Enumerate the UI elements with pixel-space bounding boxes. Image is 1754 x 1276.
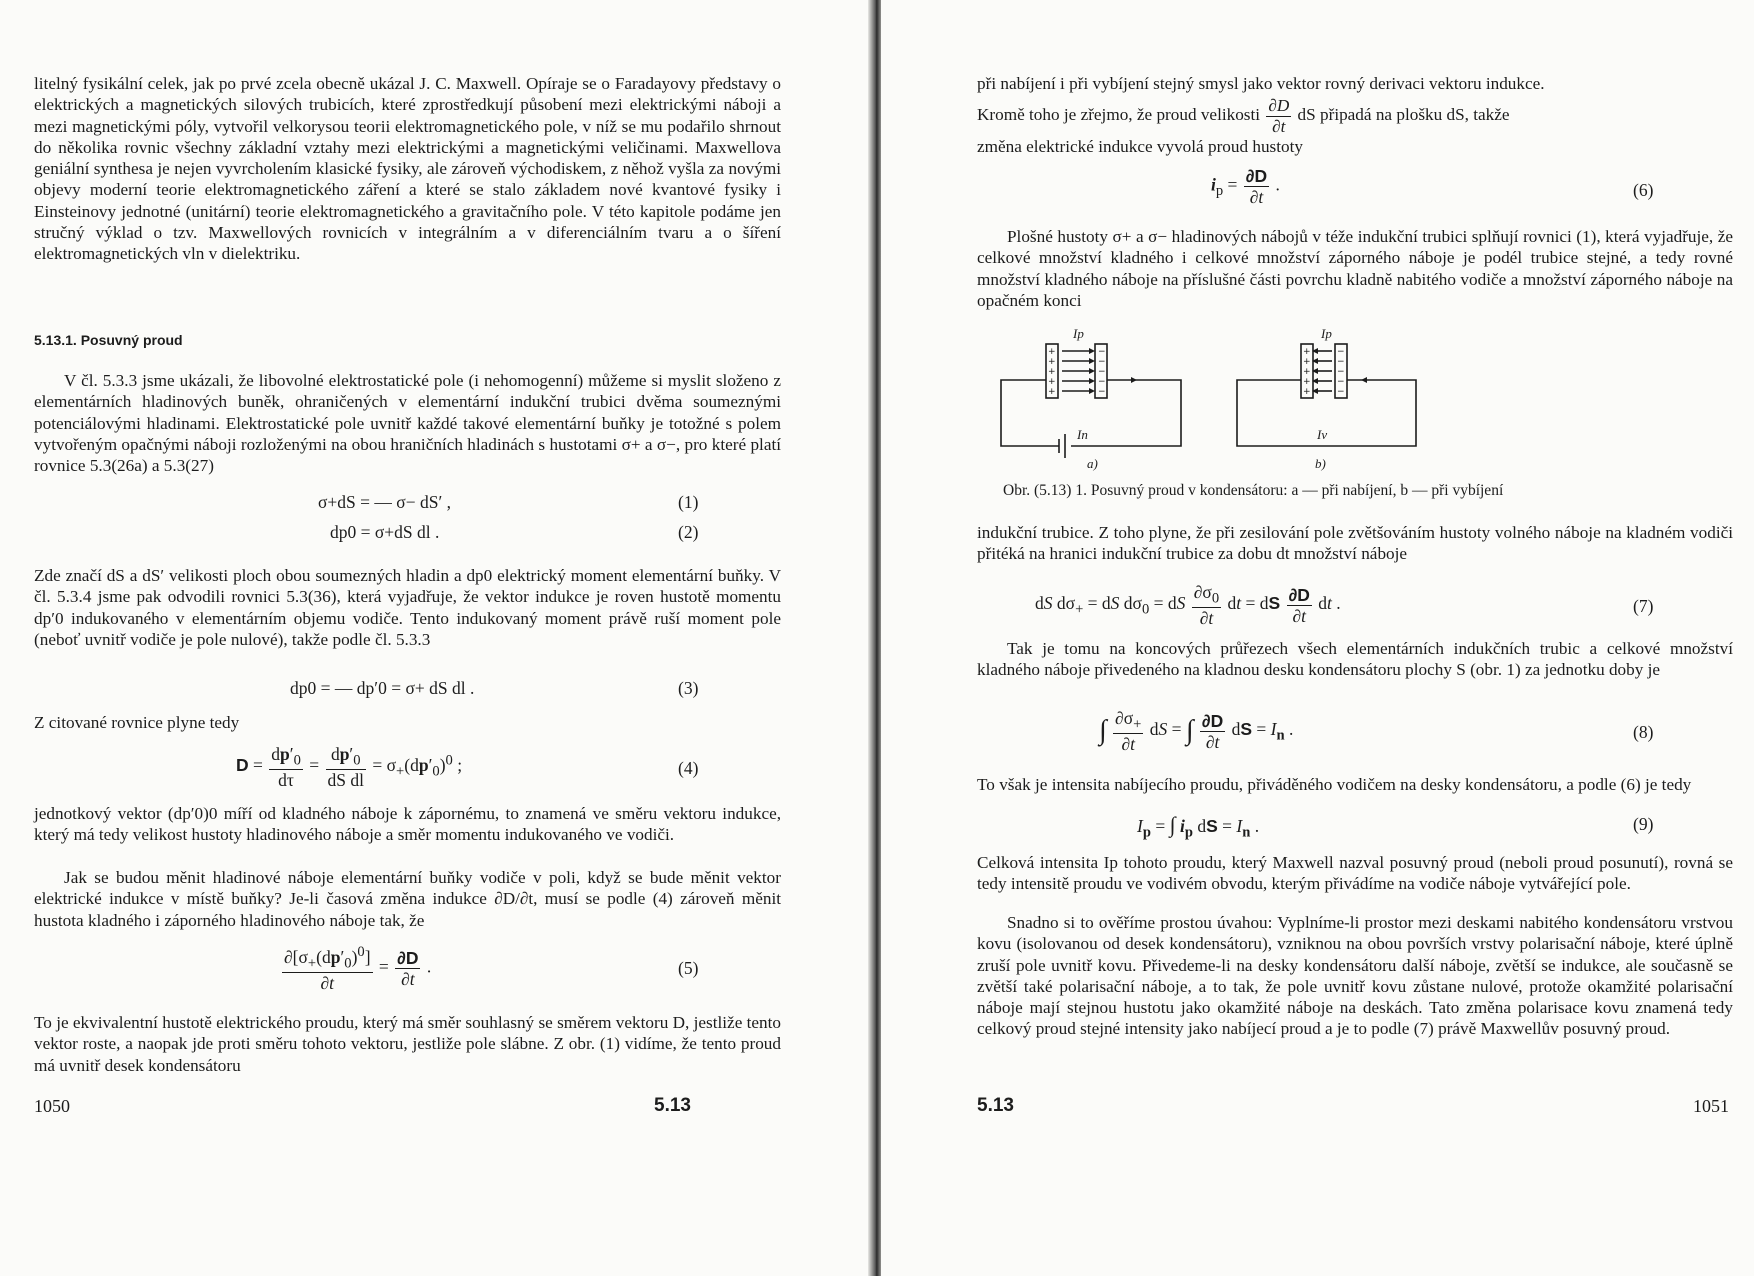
svg-text:+: +	[1048, 377, 1056, 387]
paragraph-1: V čl. 5.3.3 jsme ukázali, že libovolné elektrostatické pole (i nehomogenní) můžeme si myslit složeno z elementárních hladinových buněk, ohraničených v elementární indukční trubici dvěma soumeznými potenciálovými hladinami. Elektrostatické pole uvnitř každé takové elementární buňky je totožné s polem vytvořeným opačnými náboji rozloženými na obou hraničních hladinách s hustotami σ+ a σ−, pro které platí rovnice 5.3(26a) a 5.3(27)	[34, 371, 781, 476]
label-in: In	[1077, 427, 1088, 442]
equation-9-number: (9)	[1633, 814, 1654, 834]
page-number: 1051	[1693, 1096, 1729, 1116]
equation-5: $\frac{\partial[\sigma_+(dp'_0)^0]}{\partial t}$ = $\frac{\partial D}{\partial t}$ .	[284, 944, 432, 994]
svg-text:−: −	[1337, 377, 1345, 387]
svg-text:+: +	[1303, 367, 1311, 377]
paragraph-2: Plošné hustoty σ+ a σ− hladinových nábojů v téže indukční trubici splňují rovnici (1), která vyjadřuje, že celkové množství kladného i celkové množství záporného náboje je podél trubice stejné, a tedy rovné množství kladného náboje na příslušné části povrchu kladně nabitého vodiče a množství záporného náboje na opačném konci	[977, 227, 1733, 310]
paragraph-1c: změna elektrické indukce vyvolá proud hustoty	[977, 137, 1303, 156]
paragraph-3: indukční trubice. Z toho plyne, že při zesilování pole zvětšováním hustoty volného náboje na kladném vodiči přitéká na hranici indukční trubice za dobu dt množství náboje	[977, 523, 1733, 564]
svg-text:+: +	[1048, 347, 1056, 357]
svg-text:+: +	[1303, 387, 1311, 397]
figure-caption: Obr. (5.13) 1. Posuvný proud v kondensátoru: a — při nabíjení, b — při vybíjení	[1003, 482, 1504, 499]
svg-text:−: −	[1098, 367, 1106, 377]
svg-text:−: −	[1098, 347, 1106, 357]
section-mark: 5.13	[977, 1095, 1014, 1116]
equation-3-number: (3)	[678, 678, 699, 698]
intro-paragraph: litelný fysikální celek, jak po prvé zcela obecně ukázal J. C. Maxwell. Opíraje se o Faradayovy představy o elektrických a magnetických silových trubicích, které zprostředkují působení mezi elektrickými náboji a mezi magnetickými póly, vytvořil velkorysou teorii elektromagnetického pole, v níž se mu podařilo shrnout do několika rovnic všechny základní vztahy mezi elektrickými a magnetickými veličinami. Maxwellova geniální synthesa je nejen vyvrcholením klasické fysiky, ale zároveň východiskem, z něhož vyšla za novými objevy moderní teorie elektromagnetického záření a které se stalo základem nové kvantové fysiky i Einsteinovy jednotné (unitární) teorie elektromagnetického a gravitačního pole. V této kapitole podáme jen stručný výklad o tzv. Maxwellových rovnicích v integrálním a v diferenciálním tvaru a o šíření elektromagnetických vln v dielektriku.	[34, 74, 781, 264]
equation-7: dS $d\sigma_+$ = dS $d\sigma_0$ = dS $\frac{\partial\sigma_0}{\partial t}$ dt = dS $\frac{\partial D}{\partial t}$ dt .	[1035, 582, 1341, 629]
label-ip-a: Ip	[1073, 326, 1084, 341]
equation-6-number: (6)	[1633, 180, 1654, 200]
paragraph-3: Z citované rovnice plyne tedy	[34, 713, 240, 732]
svg-text:−: −	[1337, 367, 1345, 377]
capacitor-figure	[981, 318, 1541, 468]
paragraph-4: Tak je tomu na koncových průřezech všech elementárních indukčních trubic a celkové množství kladného náboje přivedeného na kladnou desku kondensátoru plochy S (obr. 1) za jednotku doby je	[977, 639, 1733, 680]
field-arrows-b	[1316, 351, 1332, 391]
svg-text:+: +	[1303, 347, 1311, 357]
field-arrows-a	[1062, 351, 1091, 391]
svg-text:−: −	[1098, 377, 1106, 387]
paragraph-5: Jak se budou měnit hladinové náboje elementární buňky vodiče v poli, když se bude měnit vektor elektrické indukce v místě buňky? Je-li časová změna indukce ∂D/∂t, musí se podle (4) zároveň měnit hustota kladného i záporného hladinového náboje tak, že	[34, 868, 781, 930]
svg-text:−: −	[1337, 357, 1345, 367]
paragraph-1a: při nabíjení i při vybíjení stejný smysl jako vektor rovný derivaci vektoru indukce.	[977, 74, 1545, 93]
equation-1-number: (1)	[678, 492, 699, 512]
svg-text:−: −	[1337, 387, 1345, 397]
paragraph-4: jednotkový vektor (dp′0)0 míří od kladného náboje k zápornému, to znamená ve směru vektoru indukce, který má tedy velikost hustoty hladinového náboje a směr momentu indukovaného ve vodiči.	[34, 804, 781, 845]
svg-text:+: +	[1303, 377, 1311, 387]
paragraph-6: To je ekvivalentní hustotě elektrického proudu, který má směr souhlasný se směrem vektoru D, jestliže tento vektor roste, a naopak jde proti směru tohoto vektoru, jestliže pole slábne. Z obr. (1) vidíme, že tento proud má uvnitř desek kondensátoru	[34, 1013, 781, 1075]
paragraph-5: To však je intensita nabíjecího proudu, přiváděného vodičem na desky kondensátoru, a podle (6) je tedy	[977, 775, 1692, 794]
svg-text:−: −	[1098, 357, 1106, 367]
equation-2: dp0 = σ+dS dl .	[330, 522, 440, 542]
svg-text:+: +	[1303, 357, 1311, 367]
equation-8: ∫ $\frac{\partial\sigma_+}{\partial t}$ dS = ∫ $\frac{\partial D}{\partial t}$ dS = $I_n$ .	[1099, 708, 1294, 755]
equation-9: $I_p$ = ∫ $i_p$ dS = $I_n$ .	[1137, 812, 1260, 841]
paragraph-2: Zde značí dS a dS′ velikosti ploch obou soumezných hladin a dp0 elektrický moment elementární buňky. V čl. 5.3.4 jsme pak odvodili rovnici 5.3(36), která vyjadřuje, že vektor indukce je roven hustotě momentu dp′0 indukovaného v elementárním objemu vodiče. Tento indukovaný moment právě ruší moment pole (neboť uvnitř vodiče je pole nulové), takže podle čl. 5.3.3	[34, 566, 781, 649]
paragraph-7: Snadno si to ověříme prostou úvahou: Vyplníme-li prostor mezi deskami nabitého kondensátoru vrstvou kovu (isolovanou od desek kondensátoru), vzniknou na obou površích vrstvy polarisační náboje, které úplně zruší pole uvnitř kovu. Přivedeme-li na desky kondensátoru další náboje, zvětší se indukce, ale současně se zvětší také polarisační náboje, a to tak, že pole uvnitř kovu zůstane nulové, protože okamžité polarisační náboje mají stejnou hustotu jako okamžité náboje na deskách. Tato změna polarisace kovu znamená tedy celkový proud stejné intensity jako nabíjecí proud a je to podle (7) právě Maxwellův posuvný proud.	[977, 913, 1733, 1039]
left-page	[0, 0, 872, 1276]
label-ip-b: Ip	[1321, 326, 1332, 341]
svg-text:−: −	[1337, 347, 1345, 357]
label-iv: Iv	[1317, 427, 1328, 442]
paragraph-6: Celková intensita Ip tohoto proudu, který Maxwell nazval posuvný proud (neboli proud posunutí), rovná se tedy intensitě proudu ve vodivém obvodu, kterým přivádíme na vodiče náboje vytvářející pole.	[977, 853, 1733, 894]
label-b: b)	[1315, 456, 1326, 471]
section-title: 5.13.1. Posuvný proud	[34, 332, 183, 348]
equation-8-number: (8)	[1633, 722, 1654, 742]
paragraph-1b: Kromě toho je zřejmo, že proud velikosti $\frac{\partial D}{\partial t}$ dS připadá na plošku dS, takže	[977, 96, 1510, 136]
svg-text:+: +	[1048, 357, 1056, 367]
equation-3: dp0 = — dp′0 = σ+ dS dl .	[290, 678, 475, 698]
equation-5-number: (5)	[678, 958, 699, 978]
equation-4: D = $\frac{dp'_0}{d\tau}$ = $\frac{dp'_0}{\text{dS dl}}$ = $\sigma_+(dp'_0)^0$ ;	[236, 744, 463, 791]
section-mark: 5.13	[654, 1095, 691, 1116]
equation-4-number: (4)	[678, 758, 699, 778]
equation-2-number: (2)	[678, 522, 699, 542]
svg-text:−: −	[1098, 387, 1106, 397]
label-a: a)	[1087, 456, 1098, 471]
equation-6: $i_p$ = $\frac{\partial D}{\partial t}$ .	[1211, 166, 1280, 208]
svg-text:+: +	[1048, 387, 1056, 397]
equation-7-number: (7)	[1633, 596, 1654, 616]
right-page	[881, 0, 1754, 1276]
svg-text:+: +	[1048, 367, 1056, 377]
equation-1: σ+dS = — σ− dS′ ,	[318, 492, 452, 512]
page-number: 1050	[34, 1096, 70, 1116]
